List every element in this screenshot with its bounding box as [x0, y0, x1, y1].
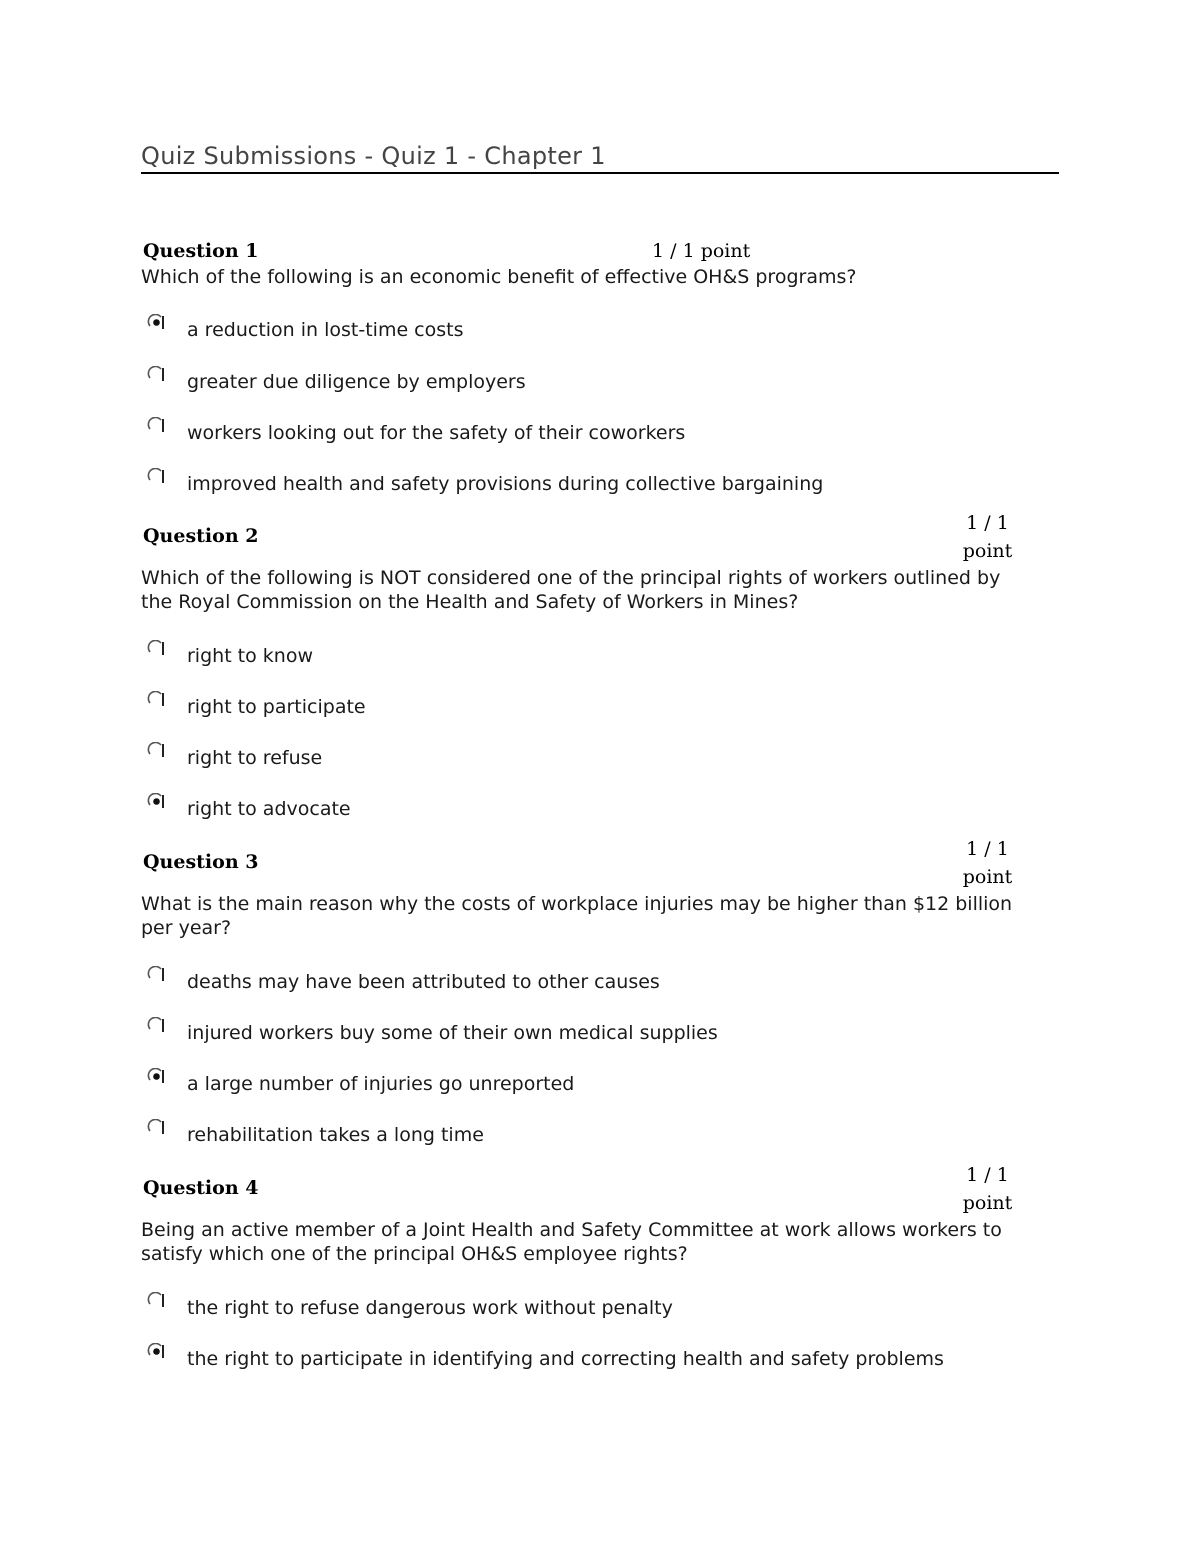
points-unit: point [962, 1192, 1013, 1214]
question-4-text-line-2: satisfy which one of the principal OH&S employee rights? [141, 1243, 688, 1265]
question-2-heading: Question 2 [143, 525, 259, 547]
question-3-option-3[interactable] [147, 1068, 1047, 1098]
option-label: deaths may have been attributed to other causes [187, 971, 660, 993]
radio-unselected-icon[interactable] [147, 417, 166, 436]
radio-selected-icon[interactable] [147, 793, 166, 812]
option-label: workers looking out for the safety of their coworkers [187, 422, 686, 444]
option-label: rehabilitation takes a long time [187, 1124, 484, 1146]
question-2-points [955, 509, 1020, 565]
question-2-option-4[interactable] [147, 793, 1047, 823]
question-3-points [955, 835, 1020, 891]
question-2-text-line-1: Which of the following is NOT considered one of the principal rights of workers outlined by [141, 567, 1001, 589]
option-label: right to refuse [187, 747, 323, 769]
radio-unselected-icon[interactable] [147, 691, 166, 710]
question-1-text: Which of the following is an economic benefit of effective OH&S programs? [141, 266, 857, 288]
option-label: right to participate [187, 696, 366, 718]
question-4-option-2[interactable] [147, 1343, 1047, 1373]
question-2-option-1[interactable] [147, 640, 1047, 670]
option-label: a large number of injuries go unreported [187, 1073, 575, 1095]
question-1-option-3[interactable] [147, 417, 1047, 447]
radio-unselected-icon[interactable] [147, 640, 166, 659]
question-3-text-line-2: per year? [141, 917, 232, 939]
option-label: improved health and safety provisions during collective bargaining [187, 473, 824, 495]
question-1-option-1[interactable] [147, 314, 1047, 344]
option-label: the right to refuse dangerous work without penalty [187, 1297, 673, 1319]
question-1-points: 1 / 1 point [652, 240, 751, 262]
question-2-option-3[interactable] [147, 742, 1047, 772]
question-3-text [141, 892, 1041, 940]
question-2-text [141, 566, 1041, 614]
question-2-text-line-2: the Royal Commission on the Health and Safety of Workers in Mines? [141, 591, 799, 613]
radio-unselected-icon[interactable] [147, 468, 166, 487]
question-4-text [141, 1218, 1041, 1266]
points-value: 1 / 1 [966, 838, 1009, 860]
radio-unselected-icon[interactable] [147, 1292, 166, 1311]
question-3-text-line-1: What is the main reason why the costs of workplace injuries may be higher than $12 billion [141, 893, 1013, 915]
option-label: greater due diligence by employers [187, 371, 526, 393]
radio-unselected-icon[interactable] [147, 742, 166, 761]
question-3-option-4[interactable] [147, 1119, 1047, 1149]
radio-selected-icon[interactable] [147, 1068, 166, 1087]
radio-unselected-icon[interactable] [147, 366, 166, 385]
radio-unselected-icon[interactable] [147, 966, 166, 985]
points-unit: point [962, 866, 1013, 888]
option-label: the right to participate in identifying and correcting health and safety problems [187, 1348, 944, 1370]
question-4-option-1[interactable] [147, 1292, 1047, 1322]
radio-unselected-icon[interactable] [147, 1119, 166, 1138]
question-3-option-2[interactable] [147, 1017, 1047, 1047]
radio-selected-icon[interactable] [147, 314, 166, 333]
option-label: a reduction in lost-time costs [187, 319, 464, 341]
question-4-text-line-1: Being an active member of a Joint Health and Safety Committee at work allows workers to [141, 1219, 1002, 1241]
question-2-option-2[interactable] [147, 691, 1047, 721]
question-1-option-2[interactable] [147, 366, 1047, 396]
points-value: 1 / 1 [966, 512, 1009, 534]
points-unit: point [962, 540, 1013, 562]
points-value: 1 / 1 [966, 1164, 1009, 1186]
question-4-heading: Question 4 [143, 1177, 259, 1199]
question-1-option-4[interactable] [147, 468, 1047, 498]
question-3-option-1[interactable] [147, 966, 1047, 996]
page-title: Quiz Submissions - Quiz 1 - Chapter 1 [141, 140, 1059, 174]
question-1-heading: Question 1 [143, 240, 259, 262]
option-label: injured workers buy some of their own medical supplies [187, 1022, 718, 1044]
option-label: right to advocate [187, 798, 351, 820]
question-3-heading: Question 3 [143, 851, 259, 873]
option-label: right to know [187, 645, 314, 667]
radio-selected-icon[interactable] [147, 1343, 166, 1362]
radio-unselected-icon[interactable] [147, 1017, 166, 1036]
question-4-points [955, 1161, 1020, 1217]
